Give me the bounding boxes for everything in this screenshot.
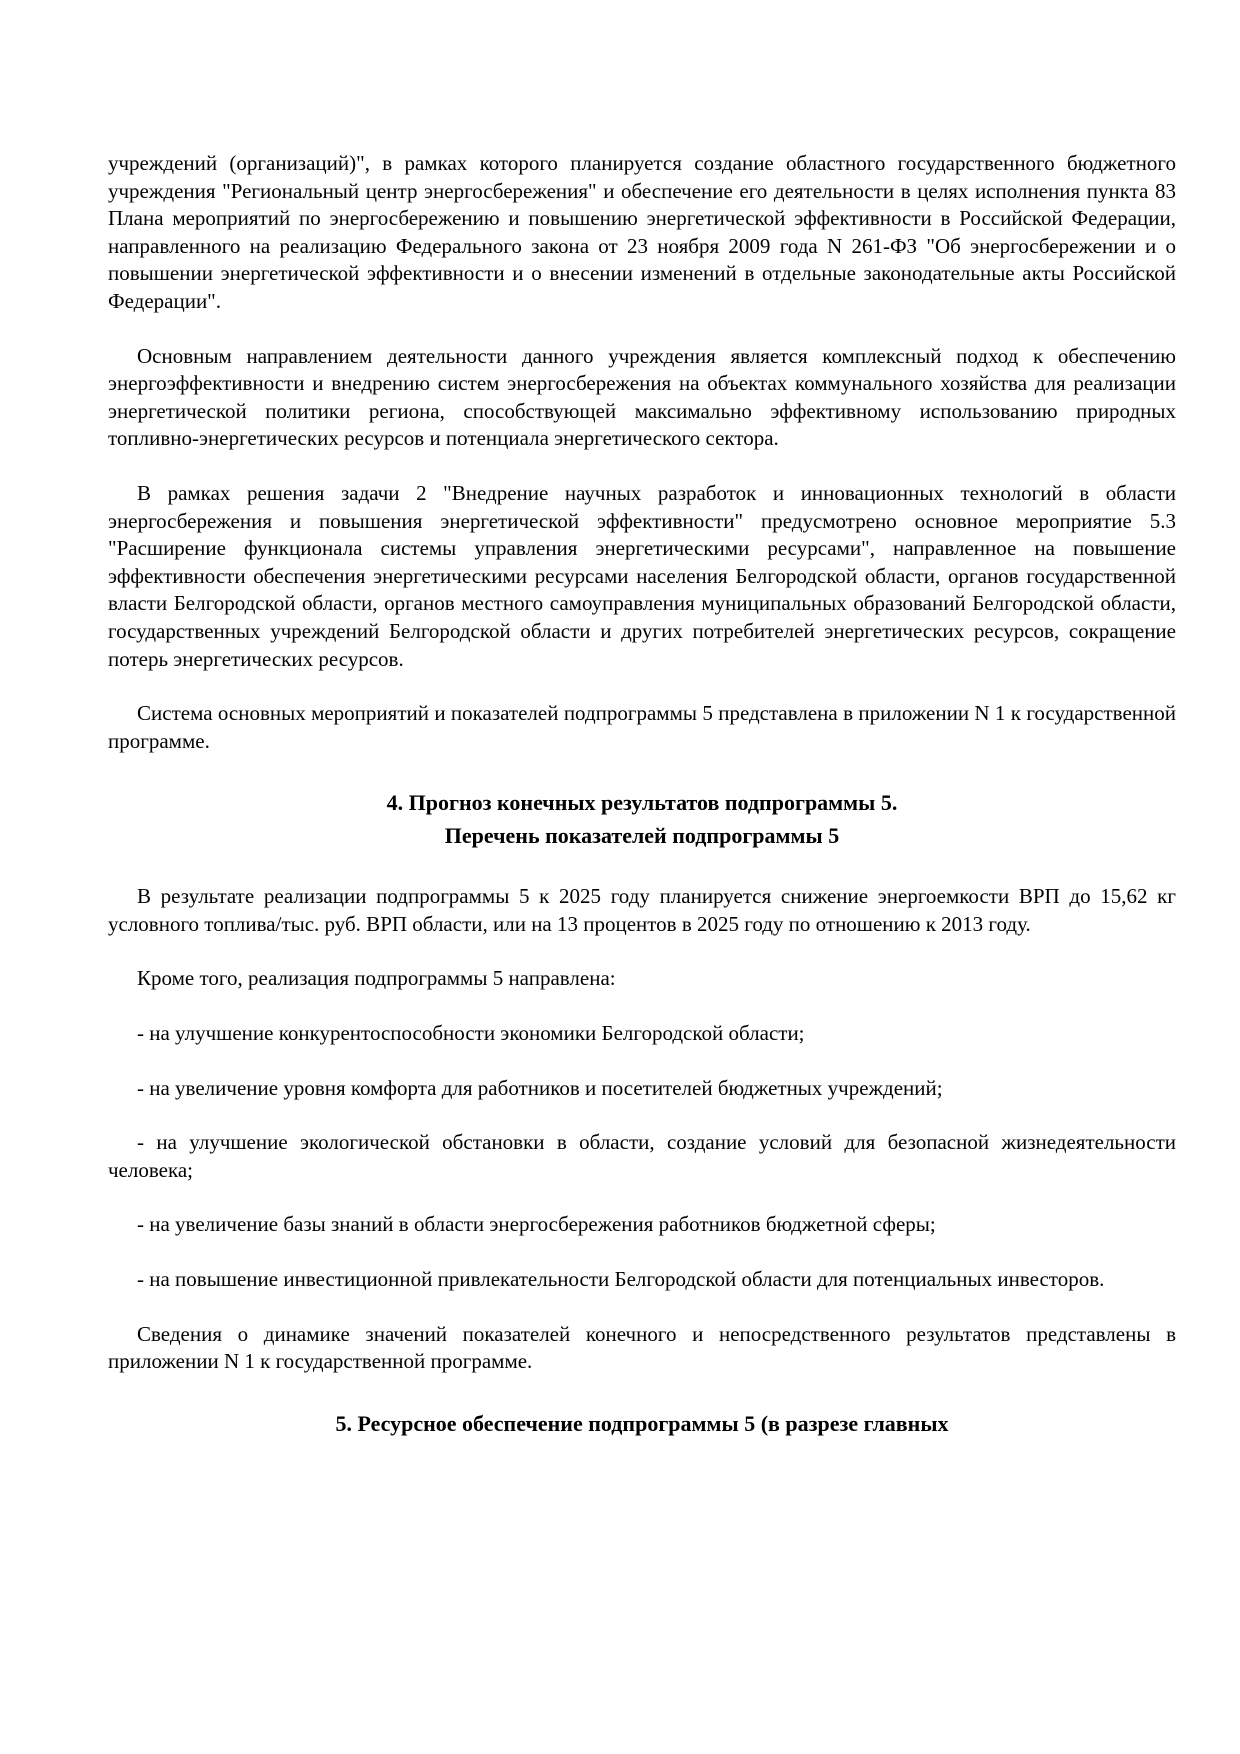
section-heading-4-line-2: Перечень показателей подпрограммы 5 <box>444 823 840 849</box>
list-item-knowledge-base: - на увеличение базы знаний в области энергосбережения работников бюджетной сферы; <box>137 1212 936 1237</box>
section-heading-5-line-1: 5. Ресурсное обеспечение подпрограммы 5 (в разрезе главных <box>335 1410 949 1436</box>
paragraph-result-2025: В результате реализации подпрограммы 5 к 2025 году планируется снижение энергоемкости ВРП до 15,62 кг условного топлива/тыс. руб. ВРП области, или на 13 процентов в 2025 году по отношению к 2013 году. <box>108 884 1176 936</box>
paragraph-continuation: учреждений (организаций)", в рамках которого планируется создание областного государственного бюджетного учреждения "Региональный центр энергосбережения" и обеспечение его деятельности в целях исполнения пункта 83 Плана мероприятий по энергосбережению и повышению энергетической эффективности в Российской Федерации, направленного на реализацию Федерального закона от 23 ноября 2009 года N 261-ФЗ "Об энергосбережении и о повышении энергетической эффективности и о внесении изменений в отдельные законодательные акты Российской Федерации". <box>108 151 1176 313</box>
paragraph-in-addition: Кроме того, реализация подпрограммы 5 направлена: <box>137 966 616 991</box>
section-heading-4-line-1: 4. Прогноз конечных результатов подпрограммы 5. <box>386 790 898 816</box>
section-heading-4 <box>108 786 1176 852</box>
list-item-competitiveness: - на улучшение конкурентоспособности экономики Белгородской области; <box>137 1021 805 1046</box>
section-heading-5 <box>108 1407 1176 1440</box>
paragraph-main-activity: Основным направлением деятельности данного учреждения является комплексный подход к обеспечению энергоэффективности и внедрению систем энергосбережения на объектах коммунального хозяйства для реализации энергетической политики региона, способствующей максимально эффективному использованию природных топливно-энергетических ресурсов и потенциала энергетического сектора. <box>108 343 1176 451</box>
paragraph-task-2: В рамках решения задачи 2 "Внедрение научных разработок и инновационных технологий в области энергосбережения и повышения энергетической эффективности" предусмотрено основное мероприятие 5.3 "Расширение функционала системы управления энергетическими ресурсами", направленное на повышение эффективности обеспечения энергетическими ресурсами населения Белгородской области, органов государственной власти Белгородской области, органов местного самоуправления муниципальных образований Белгородской области, государственных учреждений Белгородской области и других потребителей энергетических ресурсов, сокращение потерь энергетических ресурсов. <box>108 480 1176 671</box>
list-item-investment-attractiveness: - на повышение инвестиционной привлекательности Белгородской области для потенциальных инвесторов. <box>137 1267 1105 1292</box>
list-item-ecology: - на улучшение экологической обстановки в области, создание условий для безопасной жизнедеятельности человека; <box>108 1130 1176 1182</box>
paragraph-indicator-dynamics: Сведения о динамике значений показателей конечного и непосредственного результатов представлены в приложении N 1 к государственной программе. <box>108 1321 1176 1374</box>
list-item-comfort-level: - на увеличение уровня комфорта для работников и посетителей бюджетных учреждений; <box>137 1075 943 1100</box>
paragraph-system-of-measures: Система основных мероприятий и показателей подпрограммы 5 представлена в приложении N 1 к государственной программе. <box>108 701 1176 753</box>
